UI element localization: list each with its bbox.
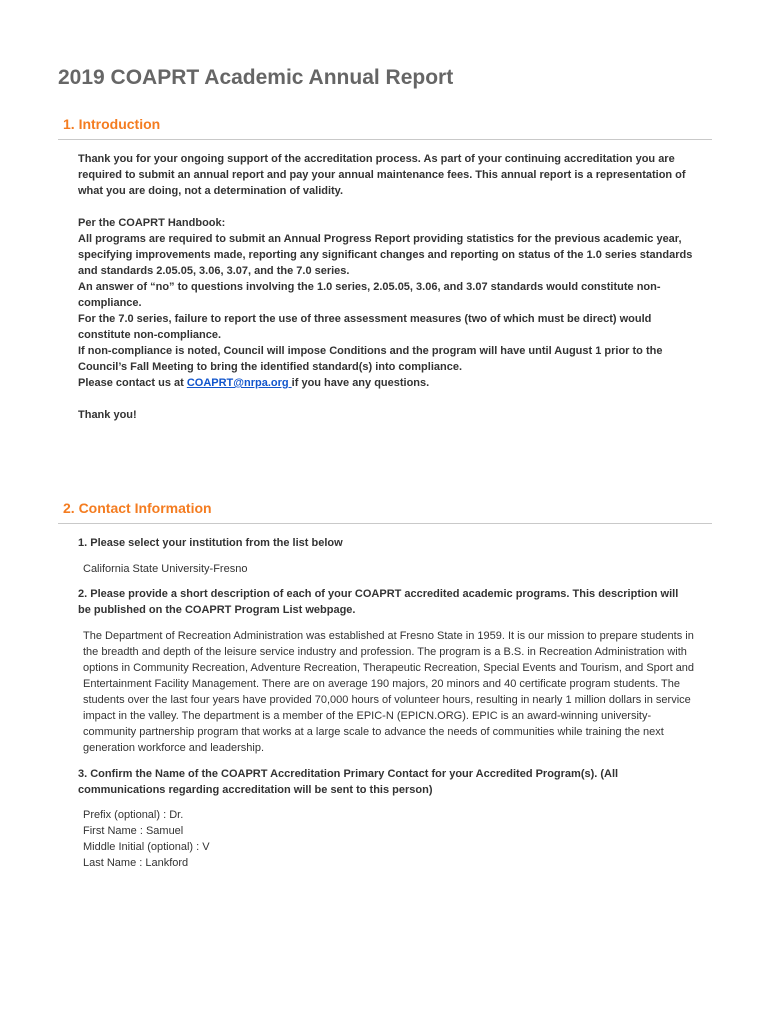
report-title: 2019 COAPRT Academic Annual Report — [58, 66, 454, 89]
question-2: 2. Please provide a short description of each of your COAPRT accredited academic programs. This description will be published on the COAPRT Program List webpage. — [78, 588, 679, 616]
section-contact-heading: 2. Contact Information — [63, 500, 212, 516]
section-divider — [58, 139, 712, 140]
contact-middle-initial: Middle Initial (optional) : V — [83, 841, 210, 853]
thank-you-text: Thank you! — [78, 409, 137, 421]
contact-email-link[interactable]: COAPRT@nrpa.org — [186, 377, 292, 389]
question-1: 1. Please select your institution from the list below — [78, 537, 343, 549]
intro-paragraph: Thank you for your ongoing support of the accreditation process. As part of your continuing accreditation you are required to submit an annual report and pay your annual maintenance fees. This annual report is a representation of what you are doing, not a determination of validity. — [78, 153, 686, 197]
contact-last-name: Last Name : Lankford — [83, 857, 189, 869]
answer-1-institution: California State University-Fresno — [83, 563, 248, 575]
answer-3-contact — [83, 807, 703, 871]
handbook-conditions-note: If non-compliance is noted, Council will impose Conditions and the program will have until August 1 prior to the Council’s Fall Meeting to bring the identified standard(s) into compliance. — [78, 345, 663, 373]
contact-first-name: First Name : Samuel — [83, 825, 184, 837]
question-3: 3. Confirm the Name of the COAPRT Accreditation Primary Contact for your Accredited Program(s). (All communications regarding accreditation will be sent to this person) — [78, 768, 619, 796]
section-divider — [58, 523, 712, 524]
handbook-noncompliance-note: An answer of “no” to questions involving the 1.0 series, 2.05.05, 3.06, and 3.07 standards would constitute non-compliance. — [78, 281, 661, 309]
handbook-assessment-note: For the 7.0 series, failure to report the use of three assessment measures (two of which must be direct) would constitute non-compliance. — [78, 313, 652, 341]
handbook-requirement: All programs are required to submit an Annual Progress Report providing statistics for the previous academic year, specifying improvements made, reporting any significant changes and reporting on status of the 1.0 series standards and standards 2.05.05, 3.06, 3.07, and the 7.0 series. — [78, 233, 693, 277]
handbook-label: Per the COAPRT Handbook: — [78, 217, 226, 229]
contact-prefix: Prefix (optional) : Dr. — [83, 809, 184, 821]
answer-2-description: The Department of Recreation Administration was established at Fresno State in 1959. It is our mission to prepare students in the breadth and depth of the leisure service industry and profession. The program is a B.S. in Recreation Administration with options in Community Recreation, Adventure Recreation, Therapeutic Recreation, Special Events and Tourism, and Sport and Entertainment Facility Management. There are on average 190 majors, 20 minors and 40 certificate program students. The students over the last four years have provided 70,000 hours of volunteer hours, resulting in nearly 1 million dollars in service impact in the valley. The department is a member of the EPIC-N (EPICN.ORG). EPIC is an award-winning university-community partnership program that works at a large scale to advance the needs of communities while training the next generation workforce and leadership. — [83, 630, 695, 754]
introduction-body — [78, 151, 698, 423]
section-introduction-heading: 1. Introduction — [63, 116, 161, 132]
contact-line: Please contact us at COAPRT@nrpa.org if you have any questions. — [78, 377, 430, 389]
